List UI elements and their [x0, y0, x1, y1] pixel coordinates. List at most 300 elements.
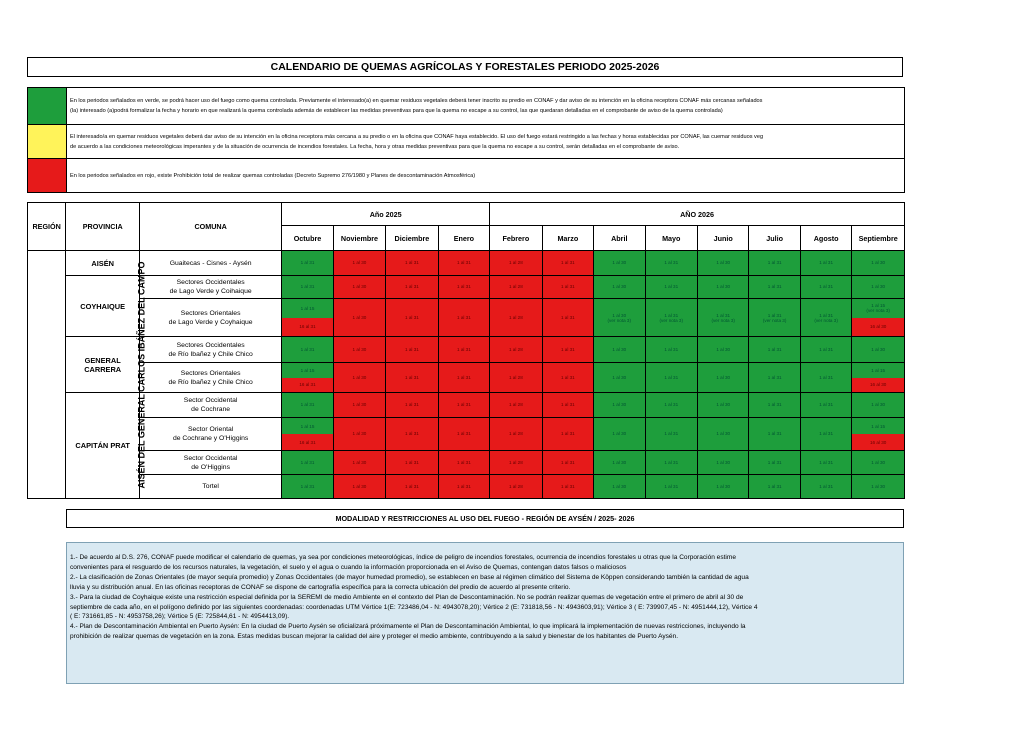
period-value: 16 al 31: [282, 318, 332, 337]
period-value: 1 al 31: [457, 483, 471, 489]
period-value: 1 al 28: [508, 260, 523, 265]
period-cell: [697, 337, 748, 363]
province-label: CAPITÁN PRAT: [75, 441, 130, 450]
province-cell: [66, 393, 140, 499]
period-value: 1 al 31: [767, 459, 782, 465]
period-value: 1 al 31: [819, 483, 834, 489]
province-cell: [66, 337, 140, 393]
period-value: 1 al 31: [560, 402, 575, 407]
period-cell: [852, 418, 905, 451]
period-cell: [594, 276, 645, 299]
month-header: Agosto: [800, 226, 851, 251]
period-cell: [438, 451, 489, 475]
period-value: 1 al 28: [508, 402, 523, 407]
period-cell: [749, 299, 800, 337]
month-header: Octubre: [282, 226, 333, 251]
period-cell: [386, 337, 438, 363]
period-value: 1 al 30: [612, 346, 627, 352]
period-cell: [386, 299, 438, 337]
period-cell: [542, 276, 593, 299]
period-value: 1 al 31: [767, 374, 782, 380]
legend-green-text: En los periodos señalados en verde, se podrá hacer uso del fuego como quema controlada. Previamente el interesado(a) en quemar residuos vegetales deberá tener inscrito su predio en CONAF y dar aviso de su intención en la oficina receptora CONAF más cercanas señalados (la) interesado (a)podrá formalizar la fecha y horario en que realizará la quema controlada además de establecer las medidas preventivas para que la quema no escape a su control, las que quedaran detalladas en el comprobante de aviso de la quema controlada): [67, 88, 905, 125]
period-cell: [645, 251, 697, 276]
period-cell: [800, 251, 851, 276]
period-cell: [490, 251, 542, 276]
period-cell: [645, 276, 697, 299]
period-cell: [697, 363, 748, 393]
comuna-label: Sector Occidental: [183, 454, 238, 462]
period-value: 1 al 28: [508, 459, 523, 465]
period-cell: [749, 337, 800, 363]
period-cell: [749, 475, 800, 499]
header-year-2025: Año 2025: [282, 203, 490, 226]
period-value: 1 al 30: [871, 346, 886, 352]
month-header: Mayo: [645, 226, 697, 251]
period-cell: [852, 299, 905, 337]
period-value: 1 al 31: [819, 346, 834, 352]
period-cell: [594, 299, 645, 337]
period-value: 1 al 28: [508, 346, 523, 352]
period-value: 1 al 28: [508, 374, 523, 380]
period-cell: [749, 418, 800, 451]
period-cell: [800, 276, 851, 299]
table-row: [28, 251, 905, 276]
period-cell: [282, 451, 333, 475]
period-value: 1 al 30: [352, 374, 367, 380]
period-value: 1 al 31: [457, 374, 471, 380]
period-cell: [645, 418, 697, 451]
period-value: 1 al 28: [508, 431, 523, 436]
legend-yellow-text: El interesado/a en quemar residuos vegetales deberá dar aviso de su intención en la oficina receptora más cercana a su predio o en la oficina que CONAF haya establecido. El uso del fuego estará restringido a las fechas y horas establecidas por CONAF, las cuemar residuos veg de acuerdo a las condiciones meteorológicas imperantes y de la situación de ocurrencia de incendios forestales. La fecha, hora y otras medidas preventivas para que la quema no escape a su control, serán detalladas en el comprobante de aviso.: [67, 125, 905, 159]
period-value: 1 al 30: [716, 431, 731, 436]
table-row: [28, 475, 905, 499]
period-cell: [282, 475, 333, 499]
period-cell: [542, 475, 593, 499]
period-value: 1 al 31: [819, 431, 834, 436]
period-value: 1 al 30: [612, 402, 627, 407]
period-cell: [800, 418, 851, 451]
comuna-cell: [140, 251, 282, 276]
comuna-label: de Río Ibañez y Chile Chico: [168, 350, 253, 358]
note-line: 2.- La clasificación de Zonas Orientales (de mayor sequía promedio) y Zonas Occidentales (de mayor humedad promedio), se establecen en base al régimen climático del Sistema de Köppen considerando también la cantidad de agua: [70, 573, 749, 581]
comuna-label: de Lago Verde y Coyhaique: [168, 318, 253, 326]
note-line: 1.- De acuerdo al D.S. 276, CONAF puede modificar el calendario de quemas, ya sea por condiciones meteorológicas, índice de peligro de incendios forestales, ocurrencia de incendios forestales u otras que la Corporación estime: [70, 554, 736, 561]
period-value: 1 al 31: [300, 459, 315, 465]
province-cell: [66, 276, 140, 337]
period-cell: [282, 251, 333, 276]
period-value: 1 al 30: [716, 284, 731, 289]
period-value: 1 al 28: [508, 284, 523, 289]
period-value: 1 al 31: [819, 402, 834, 407]
period-value: 1 al 30: [352, 431, 367, 436]
period-value: 1 al 15 (ver nota 3): [852, 299, 904, 318]
period-cell: [645, 451, 697, 475]
period-cell: [333, 363, 385, 393]
period-cell: [852, 337, 905, 363]
period-cell: [438, 251, 489, 276]
period-cell: [645, 393, 697, 418]
period-value: 1 al 31: [300, 260, 315, 265]
period-cell: [697, 451, 748, 475]
period-value: 1 al 31: [767, 431, 782, 436]
section-subtitle: MODALIDAD Y RESTRICCIONES AL USO DEL FUEGO - REGIÓN DE AYSÉN / 2025- 2026: [66, 509, 904, 528]
period-value: 1 al 28: [508, 483, 523, 489]
period-value: 1 al 31 (ver nota 3): [646, 299, 697, 336]
province-label: GENERAL CARRERA: [84, 355, 122, 374]
period-cell: [386, 276, 438, 299]
period-value: 1 al 31: [457, 402, 471, 407]
period-cell: [490, 418, 542, 451]
header-year-2026: AÑO 2026: [490, 203, 905, 226]
period-value: 1 al 31: [560, 284, 575, 289]
period-cell: [852, 251, 905, 276]
period-cell: [333, 393, 385, 418]
period-cell: [490, 337, 542, 363]
period-value: 1 al 31: [767, 483, 782, 489]
period-cell: [594, 418, 645, 451]
period-cell: [333, 418, 385, 451]
period-cell: [749, 451, 800, 475]
period-value: 1 al 31: [819, 284, 834, 289]
region-label: AISÉN DEL GENERAL CARLOS IBÁÑEZ DEL CAMPO: [136, 260, 147, 489]
period-value: 1 al 31: [560, 459, 575, 465]
period-value: 1 al 30: [871, 260, 886, 265]
period-value: 1 al 30: [716, 459, 731, 465]
period-value: 1 al 30: [716, 402, 731, 407]
period-value: 1 al 31: [405, 483, 419, 489]
period-value: 1 al 31: [664, 260, 679, 265]
period-cell: [438, 337, 489, 363]
period-cell: [438, 363, 489, 393]
period-value: 1 al 30: [352, 284, 367, 289]
period-value: 1 al 30: [352, 402, 367, 407]
month-header: Junio: [697, 226, 748, 251]
comuna-label: Tortel: [202, 483, 219, 490]
legend-green-swatch: [28, 88, 67, 125]
period-value: 1 al 30: [612, 284, 627, 289]
period-cell: [542, 337, 593, 363]
period-cell: [282, 299, 333, 337]
period-value: 1 al 30: [352, 346, 367, 352]
month-header: Septiembre: [852, 226, 905, 251]
period-cell: [594, 475, 645, 499]
period-value: 1 al 31: [300, 346, 315, 352]
period-cell: [490, 299, 542, 337]
period-value: 1 al 31: [664, 374, 679, 380]
period-cell: [542, 299, 593, 337]
period-value: 1 al 31: [664, 431, 679, 436]
period-cell: [438, 393, 489, 418]
period-cell: [800, 299, 851, 337]
period-value: 1 al 31: [405, 459, 419, 465]
note-line: lluvia y su distribución anual. En las oficinas receptoras de CONAF se dispone de cartografía específica para la correcta ubicación del predio de acuerdo al presente criterio.: [70, 583, 571, 591]
period-value: 1 al 30: [612, 374, 627, 380]
period-cell: [594, 251, 645, 276]
province-label: AISÉN: [91, 258, 114, 268]
period-cell: [490, 475, 542, 499]
comuna-cell: [140, 363, 282, 393]
period-cell: [386, 418, 438, 451]
period-value: 1 al 31: [767, 284, 782, 289]
period-value: 1 al 31: [560, 374, 575, 380]
period-value: 1 al 31 (ver nota 3): [749, 299, 799, 336]
period-cell: [333, 299, 385, 337]
period-value: 1 al 31: [300, 483, 315, 489]
table-row: [28, 393, 905, 418]
period-cell: [800, 363, 851, 393]
period-cell: [282, 418, 333, 451]
comuna-label: de Lago Verde y Coihaique: [169, 288, 252, 295]
legend-red-swatch: [28, 159, 67, 193]
period-cell: [386, 475, 438, 499]
period-cell: [490, 393, 542, 418]
comuna-label: Sectores Orientales: [180, 309, 241, 317]
period-cell: [645, 299, 697, 337]
period-cell: [645, 363, 697, 393]
period-value: 1 al 15: [282, 299, 332, 318]
period-cell: [749, 276, 800, 299]
period-value: 1 al 31: [405, 431, 419, 436]
period-cell: [697, 276, 748, 299]
comuna-cell: [140, 393, 282, 418]
period-value: 1 al 30: [352, 483, 367, 489]
page-title: CALENDARIO DE QUEMAS AGRÍCOLAS Y FORESTALES PERIODO 2025-2026: [27, 57, 903, 77]
period-cell: [697, 418, 748, 451]
period-cell: [749, 251, 800, 276]
period-cell: [333, 276, 385, 299]
period-cell: [282, 276, 333, 299]
period-value: 1 al 31 (ver nota 3): [801, 299, 851, 336]
header-region: REGIÓN: [28, 203, 66, 251]
period-cell: [542, 418, 593, 451]
month-header: Noviembre: [333, 226, 385, 251]
comuna-label: de Cochrane: [191, 406, 231, 413]
period-cell: [594, 393, 645, 418]
period-cell: [542, 251, 593, 276]
table-row: [28, 299, 905, 337]
period-value: 1 al 30: [612, 260, 627, 265]
period-value: 1 al 31: [664, 483, 679, 489]
period-cell: [697, 299, 748, 337]
period-cell: [749, 393, 800, 418]
table-row: [28, 337, 905, 363]
period-cell: [542, 393, 593, 418]
period-value: 1 al 31: [560, 346, 575, 352]
period-value: 1 al 30: [716, 483, 731, 489]
period-cell: [645, 475, 697, 499]
period-cell: [386, 393, 438, 418]
period-value: 1 al 15: [852, 418, 904, 434]
period-value: 1 al 31 (ver nota 3): [698, 299, 748, 336]
period-value: 1 al 31: [405, 314, 419, 320]
period-value: 1 al 30: [871, 402, 886, 407]
period-cell: [697, 251, 748, 276]
period-value: 1 al 30: [352, 314, 367, 320]
period-cell: [490, 276, 542, 299]
note-line: prohibición de realizar quemas de vegetación en la zona. Estas medidas buscan mejorar la calidad del aire y proteger el medio ambiente, contribuyendo a la salud y bienestar de los habitantes de Puerto Aysén.: [70, 633, 679, 641]
month-header: Marzo: [542, 226, 593, 251]
period-value: 1 al 31: [405, 346, 419, 352]
period-cell: [749, 363, 800, 393]
period-value: 1 al 31: [457, 314, 471, 320]
period-cell: [333, 451, 385, 475]
comuna-label: de Cochrane y O'Higgins: [172, 435, 249, 442]
period-value: 1 al 15: [282, 363, 332, 378]
period-value: 1 al 30: [871, 483, 886, 489]
comuna-label: Sector Occidental: [183, 397, 238, 404]
note-line: ( E: 731661,85 - N: 4953758,26); Vértice 5 (E: 725844,61 - N: 4954413,09).: [70, 613, 290, 621]
period-value: 1 al 31: [560, 314, 575, 320]
comuna-label: Sectores Occidentales: [176, 279, 245, 286]
period-value: 1 al 31: [405, 374, 419, 380]
period-cell: [852, 393, 905, 418]
period-cell: [333, 251, 385, 276]
month-header: Julio: [749, 226, 800, 251]
period-cell: [800, 475, 851, 499]
period-cell: [800, 451, 851, 475]
period-cell: [386, 251, 438, 276]
period-cell: [852, 475, 905, 499]
period-value: 1 al 31: [560, 260, 575, 265]
period-value: 1 al 31: [300, 402, 315, 407]
period-cell: [697, 393, 748, 418]
period-value: 1 al 28: [508, 314, 523, 320]
period-cell: [438, 299, 489, 337]
period-value: 1 al 31: [767, 346, 782, 352]
period-cell: [386, 451, 438, 475]
table-row: [28, 451, 905, 475]
period-value: 1 al 30: [716, 260, 731, 265]
period-value: 1 al 31: [300, 284, 315, 289]
period-value: 1 al 31: [819, 459, 834, 465]
table-row: [28, 276, 905, 299]
period-value: 1 al 30: [612, 459, 627, 465]
comuna-cell: [140, 299, 282, 337]
legend-red-text: En los periodos señalados en rojo, existe Prohibición total de realizar quemas controladas (Decreto Supremo 276/1980 y Planes de descontaminación Atmosférica): [67, 159, 905, 193]
period-cell: [333, 475, 385, 499]
period-value: 1 al 30: [716, 374, 731, 380]
period-value: 1 al 15: [282, 418, 332, 434]
comuna-cell: [140, 451, 282, 475]
period-cell: [386, 363, 438, 393]
period-value: 1 al 30: [612, 483, 627, 489]
period-value: 16 al 30: [852, 434, 904, 450]
period-cell: [852, 363, 905, 393]
period-cell: [594, 337, 645, 363]
period-cell: [594, 451, 645, 475]
period-value: 1 al 31: [819, 260, 834, 265]
period-value: 1 al 30: [352, 459, 367, 465]
period-value: 1 al 31: [457, 431, 471, 436]
period-value: 1 al 31: [819, 374, 834, 380]
period-value: 1 al 30: [716, 346, 731, 352]
period-cell: [490, 451, 542, 475]
period-cell: [438, 276, 489, 299]
period-cell: [490, 363, 542, 393]
period-cell: [697, 475, 748, 499]
period-value: 1 al 31: [560, 483, 575, 489]
period-cell: [852, 451, 905, 475]
period-value: 1 al 30: [612, 431, 627, 436]
month-header: Enero: [438, 226, 489, 251]
comuna-label: de O'Higgins: [191, 463, 230, 471]
period-value: 16 al 30: [852, 378, 904, 393]
period-cell: [594, 363, 645, 393]
period-value: 1 al 31: [457, 284, 471, 289]
period-value: 1 al 31: [664, 459, 679, 465]
period-value: 1 al 31: [664, 402, 679, 407]
period-cell: [333, 337, 385, 363]
period-value: 1 al 31: [405, 284, 419, 289]
period-value: 1 al 31: [767, 260, 782, 265]
comuna-label: Guaitecas - Cisnes - Aysén: [169, 259, 252, 267]
period-value: 16 al 31: [282, 378, 332, 393]
period-value: 1 al 30: [352, 260, 367, 265]
header-provincia: PROVINCIA: [66, 203, 140, 251]
comuna-cell: [140, 475, 282, 499]
notes-box: [66, 542, 904, 684]
note-line: convenientes para el resguardo de los recursos naturales, la vegetación, el suelo y el agua o cuando la información proporcionada en el Aviso de Quemas, contengan datos falsos o maliciosos: [70, 563, 627, 571]
period-value: 1 al 31: [767, 402, 782, 407]
header-comuna: COMUNA: [140, 203, 282, 251]
period-cell: [282, 393, 333, 418]
color-legend: [27, 87, 905, 193]
period-cell: [438, 418, 489, 451]
period-cell: [542, 451, 593, 475]
comuna-label: Sector Oriental: [187, 426, 234, 433]
month-header: Febrero: [490, 226, 542, 251]
period-cell: [852, 276, 905, 299]
period-cell: [438, 475, 489, 499]
province-label: COYHAIQUE: [80, 301, 126, 311]
note-line: 3.- Para la ciudad de Coyhaique existe una restricción especial definida por la SEREMI de medio Ambiente en el contexto del Plan de Descontaminación. No se podrán realizar quemas de vegetación entre el primero de abril al 30 de: [70, 593, 744, 601]
period-value: 16 al 30: [852, 318, 904, 337]
period-cell: [800, 393, 851, 418]
period-value: 1 al 15: [852, 363, 904, 378]
note-line: 4.- Plan de Descontaminación Ambiental en Puerto Aysén: En la ciudad de Puerto Aysén se oficializará próximamente el Plan de Descontaminación Ambiental, lo que implicará la implementación de nuevas restricciones, incluyendo la: [70, 623, 746, 631]
table-row: [28, 418, 905, 451]
comuna-cell: [140, 418, 282, 451]
period-value: 1 al 31: [560, 431, 575, 436]
table-row: [28, 363, 905, 393]
province-cell: [66, 251, 140, 276]
period-value: 1 al 31: [457, 346, 471, 352]
period-cell: [800, 337, 851, 363]
comuna-label: Sectores Orientales: [180, 369, 241, 377]
period-value: 1 al 30 (ver nota 3): [594, 299, 644, 336]
period-cell: [282, 337, 333, 363]
legend-yellow-swatch: [28, 125, 67, 159]
comuna-cell: [140, 337, 282, 363]
burn-calendar-table: [27, 202, 905, 499]
comuna-label: de Río Ibañez y Chile Chico: [168, 378, 253, 386]
period-value: 1 al 31: [664, 346, 679, 352]
note-line: septiembre de cada año, en el polígono definido por las siguientes coordenadas: coordenadas UTM Vértice 1(E: 723486,04 - N: 4943078,20); Vértice 2 (E: 731818,56 - N: 4943603,91); Vértice 3 ( E: 739907,45 - N: 4951444,12), Vértice 4: [70, 603, 758, 611]
period-cell: [645, 337, 697, 363]
period-value: 1 al 31: [664, 284, 679, 289]
period-cell: [542, 363, 593, 393]
period-value: 1 al 30: [871, 284, 886, 289]
period-value: 1 al 31: [405, 260, 419, 265]
period-value: 1 al 30: [871, 459, 886, 465]
comuna-label: Sectores Occidentales: [176, 341, 245, 349]
period-value: 1 al 31: [405, 402, 419, 407]
period-value: 1 al 31: [457, 459, 471, 465]
month-header: Diciembre: [386, 226, 438, 251]
period-value: 16 al 31: [282, 434, 332, 450]
period-cell: [282, 363, 333, 393]
comuna-cell: [140, 276, 282, 299]
